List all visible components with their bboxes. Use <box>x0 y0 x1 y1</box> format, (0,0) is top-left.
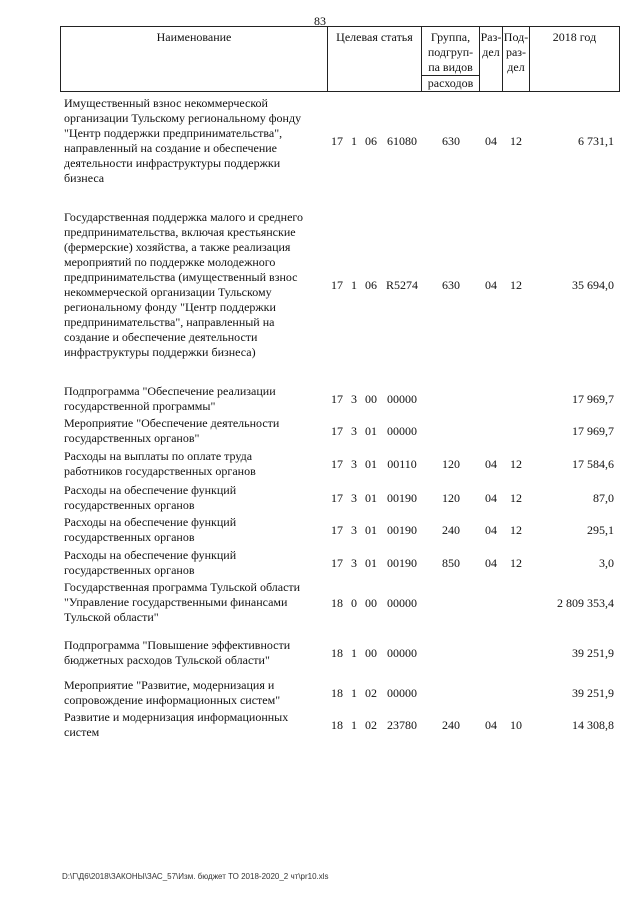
code-measure: 02 <box>365 686 377 700</box>
expense-group: 850 <box>442 556 460 570</box>
table-header <box>60 26 620 92</box>
subsection: 10 <box>510 718 522 732</box>
row-name-line: государственных органов" <box>64 431 200 445</box>
row-name-line: государственных органов <box>64 530 195 544</box>
row-name-line: бюджетных расходов Тульской области" <box>64 653 270 667</box>
row-name-line: государственных органов <box>64 563 195 577</box>
row-name-line: сопровождение информационных систем" <box>64 693 281 707</box>
header-subsection-line: раз- <box>505 45 527 59</box>
code-measure: 01 <box>365 523 377 537</box>
code-subprogram: 3 <box>351 523 357 537</box>
amount-2018: 295,1 <box>587 523 614 537</box>
row-name-line: Тульской области" <box>64 610 159 624</box>
amount-2018: 35 694,0 <box>572 278 614 292</box>
code-direction: 00000 <box>387 424 417 438</box>
code-program: 18 <box>331 646 343 660</box>
row-name-line: государственных органов <box>64 498 195 512</box>
amount-2018: 39 251,9 <box>572 686 614 700</box>
code-direction: 00110 <box>387 457 417 471</box>
file-path-footer: D:\Г\Д6\2018\ЗАКОНЫ\ЗАС_57\Изм. бюджет ТО 2018-2020_2 чт\pr10.xls <box>62 872 329 881</box>
code-direction: 00000 <box>387 596 417 610</box>
code-direction: 23780 <box>387 718 417 732</box>
section: 04 <box>485 523 497 537</box>
row-name-line: Развитие и модернизация информационных <box>64 710 289 724</box>
row-name <box>64 710 326 740</box>
row-name-line: Расходы на обеспечение функций <box>64 483 237 497</box>
code-direction: 00190 <box>387 491 417 505</box>
code-measure: 01 <box>365 491 377 505</box>
header-subsection-line: дел <box>507 60 525 74</box>
code-subprogram: 1 <box>351 686 357 700</box>
expense-group: 120 <box>442 457 460 471</box>
row-name <box>64 483 326 513</box>
header-section-line: дел <box>482 45 500 59</box>
row-name-line: Подпрограмма "Повышение эффективности <box>64 638 291 652</box>
code-program: 18 <box>331 686 343 700</box>
subsection: 12 <box>510 556 522 570</box>
header-subsection <box>502 26 530 92</box>
row-name-line: Расходы на обеспечение функций <box>64 515 237 529</box>
row-name-line: организации Тульскому региональному фонду <box>64 111 302 125</box>
header-section-line: Раз- <box>480 30 502 44</box>
code-direction: 00000 <box>387 686 417 700</box>
row-name <box>64 416 326 446</box>
code-measure: 02 <box>365 718 377 732</box>
amount-2018: 14 308,8 <box>572 718 614 732</box>
code-program: 17 <box>331 556 343 570</box>
row-name-line: государственной программы" <box>64 399 216 413</box>
subsection: 12 <box>510 491 522 505</box>
row-name-line: (фермерские) хозяйства, а также реализация <box>64 240 291 254</box>
header-section <box>479 26 503 92</box>
row-name-line: систем <box>64 725 100 739</box>
code-program: 17 <box>331 523 343 537</box>
row-name-line: некоммерческой организации Тульскому <box>64 285 272 299</box>
row-name-line: "Управление государственными финансами <box>64 595 288 609</box>
code-subprogram: 1 <box>351 718 357 732</box>
code-subprogram: 0 <box>351 596 357 610</box>
expense-group: 630 <box>442 134 460 148</box>
code-direction: R5274 <box>385 278 418 292</box>
code-measure: 01 <box>365 556 377 570</box>
code-program: 17 <box>331 134 343 148</box>
row-name-line: Мероприятие "Обеспечение деятельности <box>64 416 280 430</box>
row-name-line: Государственная поддержка малого и среднего <box>64 210 304 224</box>
header-group-line: па видов <box>428 60 473 74</box>
row-name <box>64 580 326 625</box>
code-measure: 01 <box>365 457 377 471</box>
code-measure: 06 <box>365 134 377 148</box>
row-name <box>64 548 326 578</box>
code-measure: 00 <box>365 392 377 406</box>
code-measure: 01 <box>365 424 377 438</box>
row-name-line: Мероприятие "Развитие, модернизация и <box>64 678 275 692</box>
amount-2018: 17 969,7 <box>572 424 614 438</box>
row-name-line: деятельности инфраструктуры поддержки <box>64 156 281 170</box>
row-name-line: Расходы на выплаты по оплате труда <box>64 449 253 463</box>
code-direction: 61080 <box>387 134 417 148</box>
row-name-line: предпринимательства (имущественный взнос <box>64 270 298 284</box>
row-name-line: направленный на создание и обеспечение <box>64 141 277 155</box>
amount-2018: 39 251,9 <box>572 646 614 660</box>
expense-group: 630 <box>442 278 460 292</box>
subsection: 12 <box>510 523 522 537</box>
expense-group: 120 <box>442 491 460 505</box>
code-program: 17 <box>331 424 343 438</box>
header-group <box>421 26 480 92</box>
header-year: 2018 год <box>529 26 620 92</box>
row-name-line: бизнеса <box>64 171 105 185</box>
subsection: 12 <box>510 278 522 292</box>
section: 04 <box>485 491 497 505</box>
code-direction: 00000 <box>387 392 417 406</box>
code-measure: 06 <box>365 278 377 292</box>
header-group-line: подгруп- <box>427 45 474 59</box>
code-subprogram: 1 <box>351 134 357 148</box>
row-name-line: предпринимательства, включая крестьянские <box>64 225 296 239</box>
row-name-line: "Центр поддержки предпринимательства", <box>64 126 283 140</box>
amount-2018: 6 731,1 <box>578 134 614 148</box>
section: 04 <box>485 134 497 148</box>
code-program: 17 <box>331 392 343 406</box>
code-direction: 00190 <box>387 556 417 570</box>
row-name <box>64 449 326 479</box>
section: 04 <box>485 718 497 732</box>
code-subprogram: 1 <box>351 646 357 660</box>
subsection: 12 <box>510 134 522 148</box>
row-name <box>64 678 326 708</box>
amount-2018: 17 969,7 <box>572 392 614 406</box>
code-program: 18 <box>331 596 343 610</box>
header-target: Целевая статья <box>327 26 422 92</box>
header-group-line: Группа, <box>430 30 471 44</box>
row-name-line: Государственная программа Тульской области <box>64 580 301 594</box>
row-name-line: предпринимательства", направленный на <box>64 315 275 329</box>
code-program: 17 <box>331 278 343 292</box>
code-program: 17 <box>331 491 343 505</box>
row-name-line: мероприятий по поддержке молодежного <box>64 255 276 269</box>
expense-group: 240 <box>442 523 460 537</box>
code-subprogram: 3 <box>351 556 357 570</box>
code-measure: 00 <box>365 596 377 610</box>
code-measure: 00 <box>365 646 377 660</box>
code-subprogram: 3 <box>351 491 357 505</box>
row-name-line: работников государственных органов <box>64 464 256 478</box>
amount-2018: 2 809 353,4 <box>557 596 614 610</box>
subsection: 12 <box>510 457 522 471</box>
amount-2018: 3,0 <box>599 556 614 570</box>
row-name <box>64 96 326 186</box>
amount-2018: 87,0 <box>593 491 614 505</box>
header-name: Наименование <box>60 26 328 92</box>
row-name-line: Расходы на обеспечение функций <box>64 548 237 562</box>
section: 04 <box>485 457 497 471</box>
section: 04 <box>485 556 497 570</box>
code-program: 18 <box>331 718 343 732</box>
code-program: 17 <box>331 457 343 471</box>
row-name-line: создание и обеспечение деятельности <box>64 330 258 344</box>
code-subprogram: 3 <box>351 392 357 406</box>
code-subprogram: 3 <box>351 424 357 438</box>
amount-2018: 17 584,6 <box>572 457 614 471</box>
header-group-line: расходов <box>422 75 479 91</box>
section: 04 <box>485 278 497 292</box>
row-name <box>64 384 326 414</box>
code-subprogram: 1 <box>351 278 357 292</box>
row-name-line: Имущественный взнос некоммерческой <box>64 96 268 110</box>
row-name <box>64 210 326 360</box>
row-name-line: Подпрограмма "Обеспечение реализации <box>64 384 276 398</box>
page-number: 83 <box>314 14 326 28</box>
code-direction: 00000 <box>387 646 417 660</box>
code-subprogram: 3 <box>351 457 357 471</box>
header-subsection-line: Под- <box>503 30 529 44</box>
row-name <box>64 638 326 668</box>
row-name-line: инфраструктуры поддержки бизнеса) <box>64 345 256 359</box>
expense-group: 240 <box>442 718 460 732</box>
row-name-line: региональному фонду "Центр поддержки <box>64 300 276 314</box>
row-name <box>64 515 326 545</box>
code-direction: 00190 <box>387 523 417 537</box>
